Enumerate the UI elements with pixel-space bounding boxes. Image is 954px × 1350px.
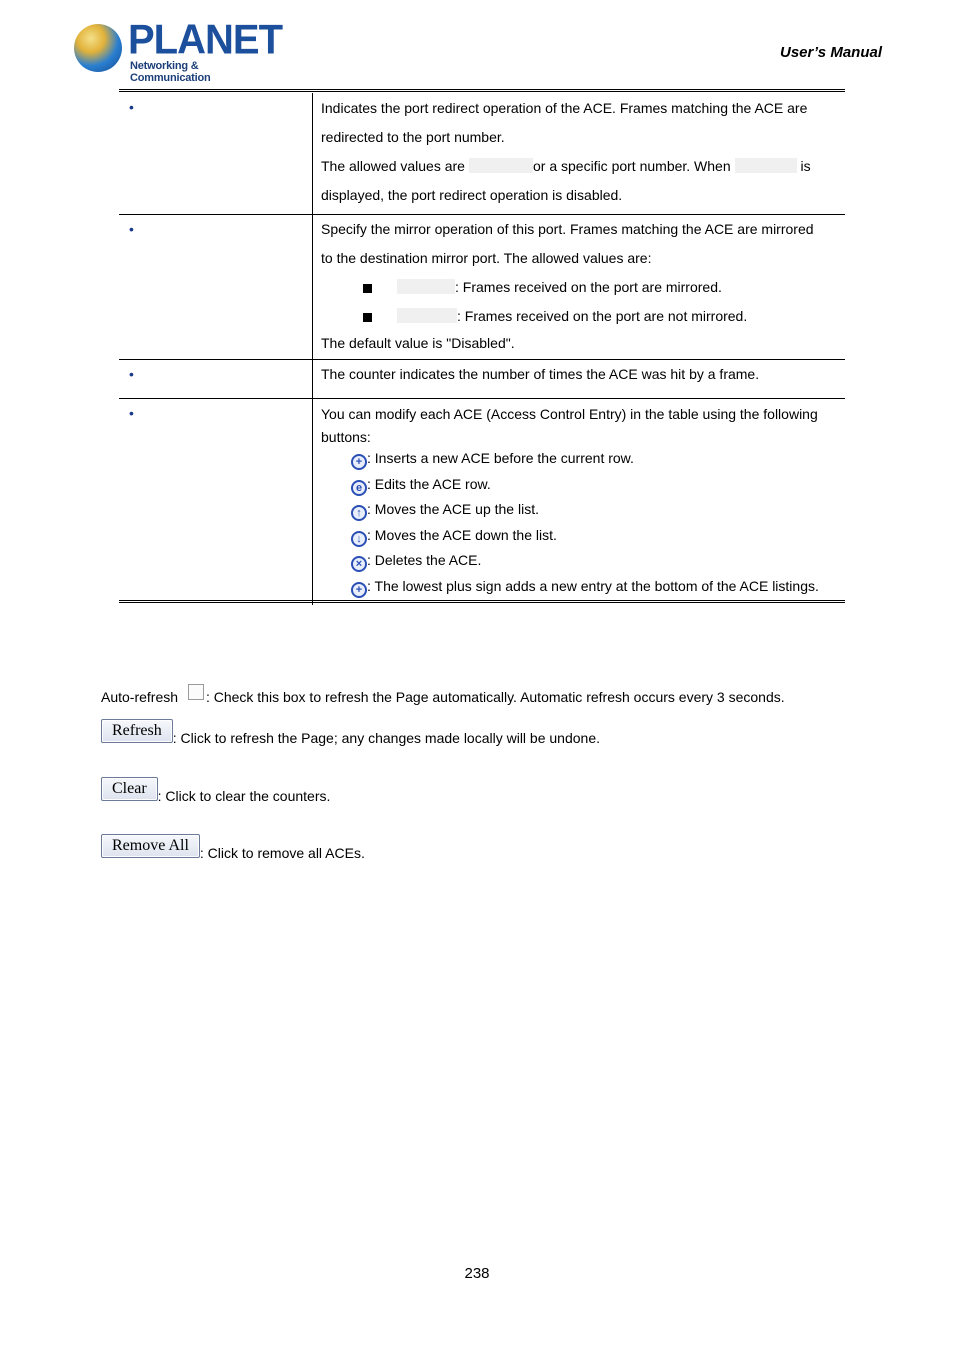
desc-text: The allowed values are	[321, 158, 465, 174]
remove-all-row	[101, 834, 365, 861]
list-item	[321, 302, 839, 331]
up-arrow-icon: ↑	[351, 505, 367, 521]
plus-icon: +	[351, 582, 367, 598]
param-name-cell	[119, 360, 313, 399]
clear-button[interactable]: Clear	[101, 777, 158, 801]
desc-line: displayed, the port redirect operation is disabled.	[321, 187, 623, 203]
param-desc-cell	[313, 93, 846, 215]
button-desc-text: : Edits the ACE row.	[367, 475, 491, 492]
parameter-table	[119, 93, 845, 605]
clear-row	[101, 777, 330, 804]
refresh-button[interactable]: Refresh	[101, 719, 173, 743]
desc-line: to the destination mirror port. The allowed values are:	[321, 250, 652, 266]
bullet: •	[129, 366, 134, 382]
edit-icon: e	[351, 480, 367, 496]
auto-refresh-label: Auto-refresh	[101, 689, 179, 705]
button-desc-text: : Deletes the ACE.	[367, 552, 482, 568]
button-desc-line	[321, 574, 839, 600]
table-row	[119, 215, 845, 360]
button-desc-line	[321, 497, 839, 523]
button-desc-text: : Moves the ACE up the list.	[367, 501, 539, 517]
planet-logo	[74, 16, 282, 84]
list-item	[321, 273, 839, 302]
bullet: •	[129, 405, 134, 421]
desc-line: Specify the mirror operation of this port. Frames matching the ACE are mirrored	[321, 221, 814, 237]
delete-icon: ×	[351, 556, 367, 572]
clear-desc: : Click to clear the counters.	[157, 788, 331, 804]
table-row	[119, 360, 845, 399]
auto-refresh-line	[101, 684, 785, 705]
desc-text: or a specific port number. When	[532, 158, 731, 174]
button-desc-line	[321, 523, 839, 549]
desc-line: The default value is "Disabled".	[321, 335, 515, 351]
desc-line: Indicates the port redirect operation of the ACE. Frames matching the ACE are	[321, 100, 808, 116]
plus-icon: +	[351, 454, 367, 470]
table-top-rule	[119, 89, 845, 92]
param-desc-cell	[313, 215, 846, 360]
list-item-text: : Frames received on the port are not mirrored.	[457, 308, 748, 324]
globe-icon	[74, 24, 122, 72]
desc-line	[321, 152, 839, 181]
refresh-row	[101, 719, 600, 746]
desc-line: buttons:	[321, 429, 371, 445]
redacted-value	[397, 279, 455, 294]
redacted-value	[397, 308, 457, 323]
param-name-cell	[119, 215, 313, 360]
button-desc-line	[321, 446, 839, 472]
auto-refresh-checkbox[interactable]	[188, 684, 204, 700]
refresh-desc: : Click to refresh the Page; any changes made locally will be undone.	[172, 730, 601, 746]
param-desc-cell	[313, 399, 846, 605]
auto-refresh-desc: : Check this box to refresh the Page automatically. Automatic refresh occurs every 3 seconds.	[205, 689, 785, 705]
brand-tagline: Networking & Communication	[130, 60, 211, 84]
redacted-value	[469, 158, 533, 173]
button-desc-line	[321, 472, 839, 498]
desc-line: The counter indicates the number of times the ACE was hit by a frame.	[321, 366, 760, 382]
table-bottom-rule	[119, 600, 845, 603]
redacted-value	[735, 158, 797, 173]
page-number: 238	[464, 1265, 490, 1282]
table-row	[119, 93, 845, 215]
brand-name: PLANET	[128, 16, 282, 64]
desc-line: You can modify each ACE (Access Control Entry) in the table using the following	[321, 406, 818, 422]
button-desc-text: : The lowest plus sign adds a new entry at the bottom of the ACE listings.	[367, 577, 819, 594]
remove-all-button[interactable]: Remove All	[101, 834, 200, 858]
bullet: •	[129, 99, 134, 115]
button-desc-text: : Moves the ACE down the list.	[367, 526, 557, 543]
param-desc-cell	[313, 360, 846, 399]
square-bullet-icon	[363, 313, 372, 322]
desc-line: redirected to the port number.	[321, 129, 505, 145]
manual-label: User’s Manual	[780, 44, 882, 61]
bullet: •	[129, 221, 134, 237]
square-bullet-icon	[363, 284, 372, 293]
down-arrow-icon: ↓	[351, 531, 367, 547]
desc-text: is	[800, 158, 811, 174]
param-name-cell	[119, 93, 313, 215]
button-desc-line	[321, 548, 839, 574]
param-name-cell	[119, 399, 313, 605]
button-desc-text: : Inserts a new ACE before the current row.	[367, 450, 634, 466]
list-item-text: : Frames received on the port are mirrored.	[455, 279, 722, 295]
table-row	[119, 399, 845, 605]
remove-all-desc: : Click to remove all ACEs.	[199, 845, 365, 861]
